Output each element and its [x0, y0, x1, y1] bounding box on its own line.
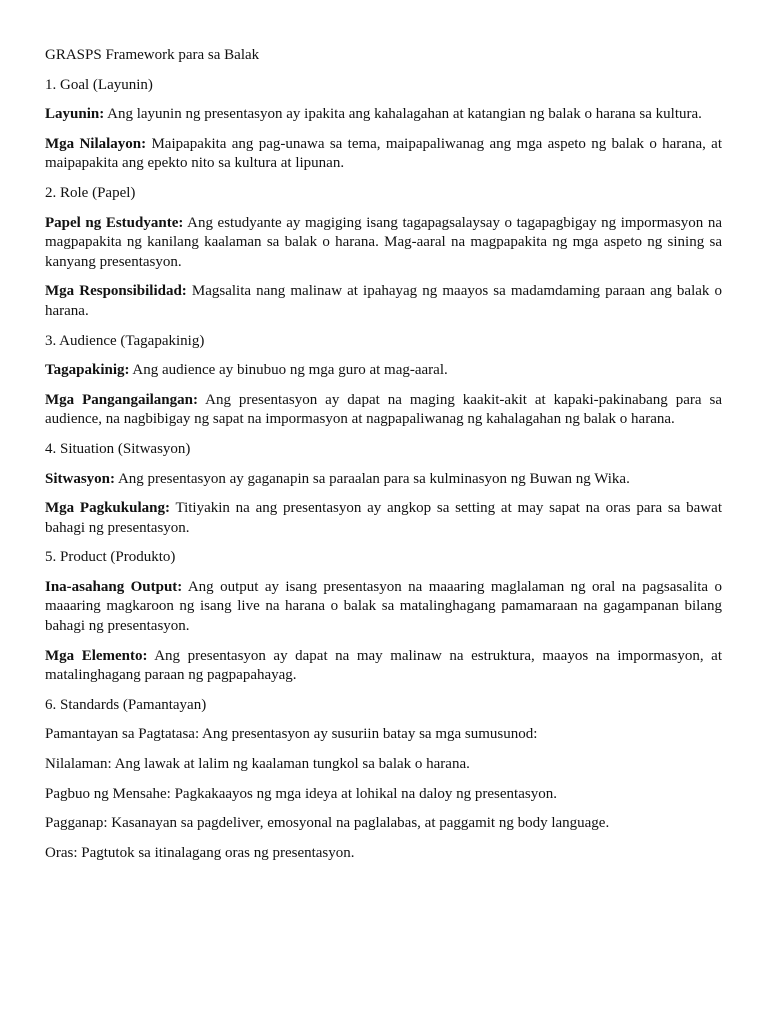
- label-sitwasyon: Sitwasyon:: [45, 470, 116, 487]
- label-mga-nilalayon: Mga Nilalayon:: [45, 135, 147, 152]
- text-mga-elemento: Ang presentasyon ay dapat na may malinaw na estruktura, maayos na impormasyon, at matalinghagang paraan ng pagpapahayag.: [45, 647, 722, 684]
- text-sitwasyon: Ang presentasyon ay gaganapin sa paraalan para sa kulminasyon ng Buwan ng Wika.: [115, 470, 630, 487]
- section-heading-audience: 3. Audience (Tagapakinig): [45, 332, 205, 349]
- paragraph-layunin: [45, 105, 722, 125]
- paragraph-mga-pagkukulang: [45, 499, 722, 538]
- section-heading-situation: 4. Situation (Sitwasyon): [45, 440, 191, 457]
- text-tagapakinig: Ang audience ay binubuo ng mga guro at mag-aaral.: [129, 362, 448, 379]
- text-mga-nilalayon: Maipapakita ang pag-unawa sa tema, maipapaliwanag ang mga aspeto ng balak o harana, at maipapakita ang epekto nito sa kultura at lipunan.: [45, 135, 722, 172]
- standards-line-pagbuo: Pagbuo ng Mensahe: Pagkakaayos ng mga ideya at lohikal na daloy ng presentasyon.: [45, 785, 557, 802]
- text-mga-pangangailangan: Ang presentasyon ay dapat na maging kaakit-akit at kapaki-pakinabang para sa audience, na nagbibigay ng sapat na impormasyon at nagpapaliwanag ng kahalagahan ng balak o harana.: [45, 391, 722, 428]
- standards-line-oras: Oras: Pagtutok sa itinalagang oras ng presentasyon.: [45, 844, 355, 861]
- paragraph-sitwasyon: [45, 470, 722, 490]
- label-tagapakinig: Tagapakinig:: [45, 362, 130, 379]
- label-mga-elemento: Mga Elemento:: [45, 647, 148, 664]
- standards-line-pagganap: Pagganap: Kasanayan sa pagdeliver, emosyonal na paglalabas, at paggamit ng body language.: [45, 815, 610, 832]
- paragraph-mga-elemento: [45, 647, 722, 686]
- text-layunin: Ang layunin ng presentasyon ay ipakita ang kahalagahan at katangian ng balak o harana sa kultura.: [104, 106, 702, 123]
- text-mga-pagkukulang: Titiyakin na ang presentasyon ay angkop sa setting at may sapat na oras para sa bawat bahagi ng presentasyon.: [45, 500, 722, 536]
- label-mga-responsibilidad: Mga Responsibilidad:: [45, 283, 187, 300]
- section-heading-role: 2. Role (Papel): [45, 184, 136, 201]
- standards-line-pamantayan: Pamantayan sa Pagtatasa: Ang presentasyon ay susuriin batay sa mga sumusunod:: [45, 726, 538, 743]
- paragraph-mga-pangangailangan: [45, 391, 722, 430]
- text-ina-asahang-output: Ang output ay isang presentasyon na maaaring maglalaman ng oral na pagsasalita o maaaring magkaroon ng isang live na harana o balak sa matalinghagang pamamaraan na gagampanan bilang bahagi ng presentasyon.: [45, 578, 722, 635]
- label-mga-pagkukulang: Mga Pagkukulang:: [45, 500, 170, 517]
- paragraph-tagapakinig: [45, 361, 722, 381]
- section-heading-product: 5. Product (Produkto): [45, 549, 176, 566]
- label-mga-pangangailangan: Mga Pangangailangan:: [45, 391, 198, 408]
- label-papel-ng-estudyante: Papel ng Estudyante:: [45, 214, 184, 231]
- label-layunin: Layunin:: [45, 106, 105, 123]
- paragraph-mga-nilalayon: [45, 135, 722, 174]
- text-mga-responsibilidad: Magsalita nang malinaw at ipahayag ng maayos sa madamdaming paraan ang balak o harana.: [45, 283, 722, 319]
- document-page: [45, 46, 722, 873]
- paragraph-mga-responsibilidad: [45, 282, 722, 321]
- paragraph-ina-asahang-output: [45, 578, 722, 637]
- document-title: GRASPS Framework para sa Balak: [45, 47, 260, 63]
- section-heading-goal: 1. Goal (Layunin): [45, 76, 153, 93]
- text-papel-ng-estudyante: Ang estudyante ay magiging isang tagapagsalaysay o tagapagbigay ng impormasyon na magpapakita ng kanilang kaalaman sa balak o harana. Mag-aaral na magpapakita ng mga aspeto ng sining sa kanyang presentasyon.: [45, 214, 723, 270]
- section-heading-standards: 6. Standards (Pamantayan): [45, 696, 207, 713]
- paragraph-papel-ng-estudyante: [45, 214, 722, 273]
- label-ina-asahang-output: Ina-asahang Output:: [45, 578, 183, 595]
- standards-line-nilalaman: Nilalaman: Ang lawak at lalim ng kaalaman tungkol sa balak o harana.: [45, 756, 470, 773]
